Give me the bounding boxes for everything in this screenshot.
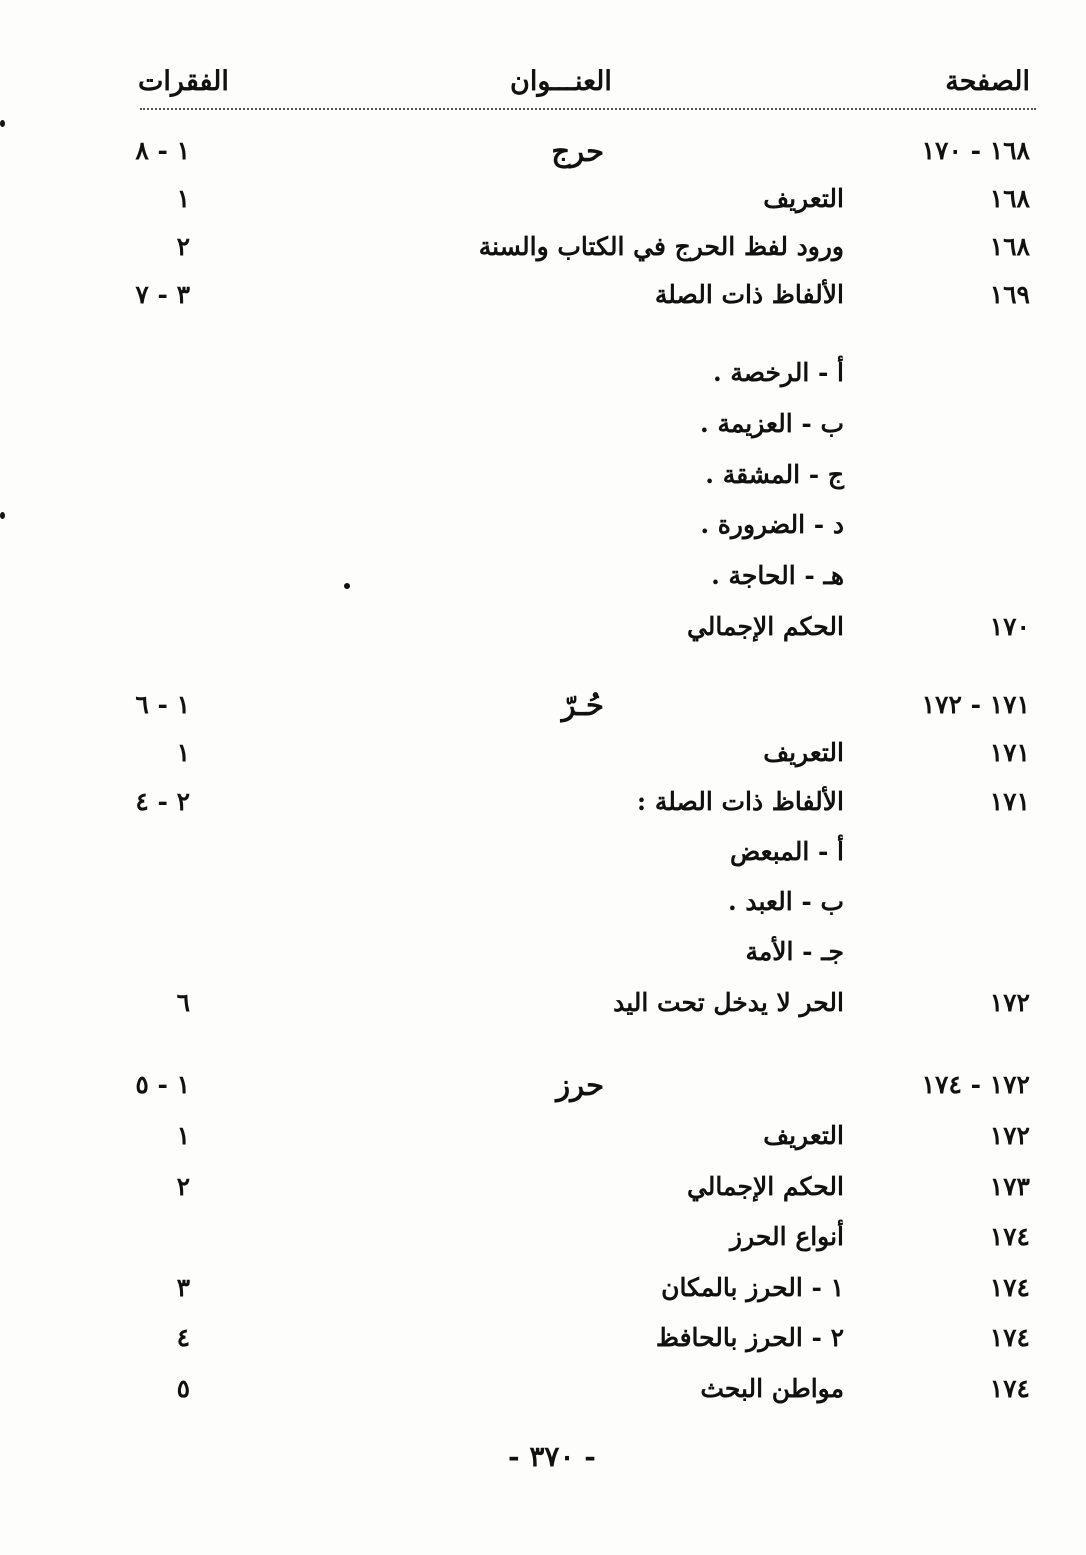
paragraph-range: ١ - ٨ [135, 136, 190, 165]
entry-row [0, 553, 1086, 599]
page-range: ١٧٣ [989, 1172, 1030, 1201]
entry-heading-row [0, 682, 1086, 728]
entry-title: ورود لفظ الحرج في الكتاب والسنة [478, 232, 844, 261]
page-range: ١٧١ - ١٧٢ [921, 690, 1030, 719]
ink-speck [0, 512, 5, 519]
entry-heading: حرز [556, 1068, 604, 1102]
paragraph-range: ٢ [176, 1172, 190, 1201]
entry-title: أ - المبعض [730, 837, 844, 866]
page-range: ١٧٤ [989, 1222, 1030, 1251]
ink-speck [0, 120, 5, 127]
entry-title: التعريف [763, 184, 844, 213]
paragraph-range: ٢ [176, 232, 190, 261]
entry-row [0, 401, 1086, 447]
entry-title: أ - الرخصة . [712, 358, 844, 387]
entry-row [0, 1315, 1086, 1361]
paragraph-range: ١ [176, 184, 190, 213]
entry-heading: حُـرّ [561, 688, 604, 722]
entry-row [0, 1164, 1086, 1210]
entry-title: الحكم الإجمالي [686, 612, 844, 641]
entry-title: التعريف [763, 1121, 844, 1150]
paragraphs-column-header: الفقرات [138, 66, 229, 97]
paragraph-range: ١ [176, 738, 190, 767]
paragraph-range: ١ - ٦ [135, 690, 190, 719]
paragraph-range: ٢ - ٤ [135, 787, 190, 816]
page-range: ١٦٩ [989, 280, 1030, 309]
entry-title: التعريف [763, 738, 844, 767]
entry-row [0, 1366, 1086, 1412]
entry-row [0, 604, 1086, 650]
entry-title: ب - العبد . [727, 887, 844, 916]
entry-title: أنواع الحرز [730, 1222, 844, 1251]
entry-title: الحر لا يدخل تحت اليد [613, 988, 844, 1017]
entry-row [0, 1265, 1086, 1311]
header-dotted-rule [140, 108, 1036, 110]
title-column-header: العنـــوان [510, 66, 612, 97]
page-range: ١٧٤ [989, 1273, 1030, 1302]
paragraph-range: ٥ [176, 1374, 190, 1403]
entry-row [0, 879, 1086, 925]
page-range: ١٧٢ - ١٧٤ [921, 1070, 1030, 1099]
entry-row [0, 224, 1086, 270]
paragraph-range: ٣ [176, 1273, 190, 1302]
entry-title: ج - المشقة . [705, 460, 844, 489]
entry-title: الألفاظ ذات الصلة : [636, 787, 844, 816]
entry-title: ١ - الحرز بالمكان [661, 1273, 844, 1302]
entry-title: د - الضرورة . [700, 510, 844, 539]
entry-row [0, 929, 1086, 975]
page-range: ١٦٨ [989, 232, 1030, 261]
entry-row [0, 452, 1086, 498]
entry-row [0, 1214, 1086, 1260]
entry-row [0, 350, 1086, 396]
page-range: ١٦٨ - ١٧٠ [921, 136, 1030, 165]
entry-heading-row [0, 1062, 1086, 1108]
page-number: - ٣٧٠ - [508, 1440, 596, 1473]
paragraph-range: ١ - ٥ [135, 1070, 190, 1099]
paragraph-range: ٦ [176, 988, 190, 1017]
entry-row [0, 730, 1086, 776]
paragraph-range: ٤ [176, 1323, 190, 1352]
ink-speck [344, 583, 350, 589]
page-range: ١٧٤ [989, 1323, 1030, 1352]
entry-title: ب - العزيمة . [700, 409, 844, 438]
page-range: ١٧٢ [989, 988, 1030, 1017]
page-range: ١٧٤ [989, 1374, 1030, 1403]
entry-heading-row [0, 128, 1086, 174]
entry-row [0, 272, 1086, 318]
entry-title: ٢ - الحرز بالحافظ [655, 1323, 844, 1352]
page-column-header: الصفحة [945, 66, 1030, 97]
entry-title: هـ - الحاجة . [711, 561, 844, 590]
entry-title: جـ - الأمة [745, 937, 844, 966]
entry-row [0, 1113, 1086, 1159]
page-range: ١٦٨ [989, 184, 1030, 213]
entry-row [0, 176, 1086, 222]
entry-row [0, 829, 1086, 875]
page-range: ١٧١ [989, 738, 1030, 767]
entry-title: مواطن البحث [700, 1374, 844, 1403]
page-range: ١٧٠ [989, 612, 1030, 641]
entry-row [0, 502, 1086, 548]
entry-title: الحكم الإجمالي [686, 1172, 844, 1201]
paragraph-range: ١ [176, 1121, 190, 1150]
entry-row [0, 980, 1086, 1026]
paragraph-range: ٣ - ٧ [135, 280, 190, 309]
entry-heading: حرج [551, 134, 604, 168]
entry-title: الألفاظ ذات الصلة [654, 280, 844, 309]
page-range: ١٧١ [989, 787, 1030, 816]
entry-row [0, 779, 1086, 825]
page-range: ١٧٢ [989, 1121, 1030, 1150]
